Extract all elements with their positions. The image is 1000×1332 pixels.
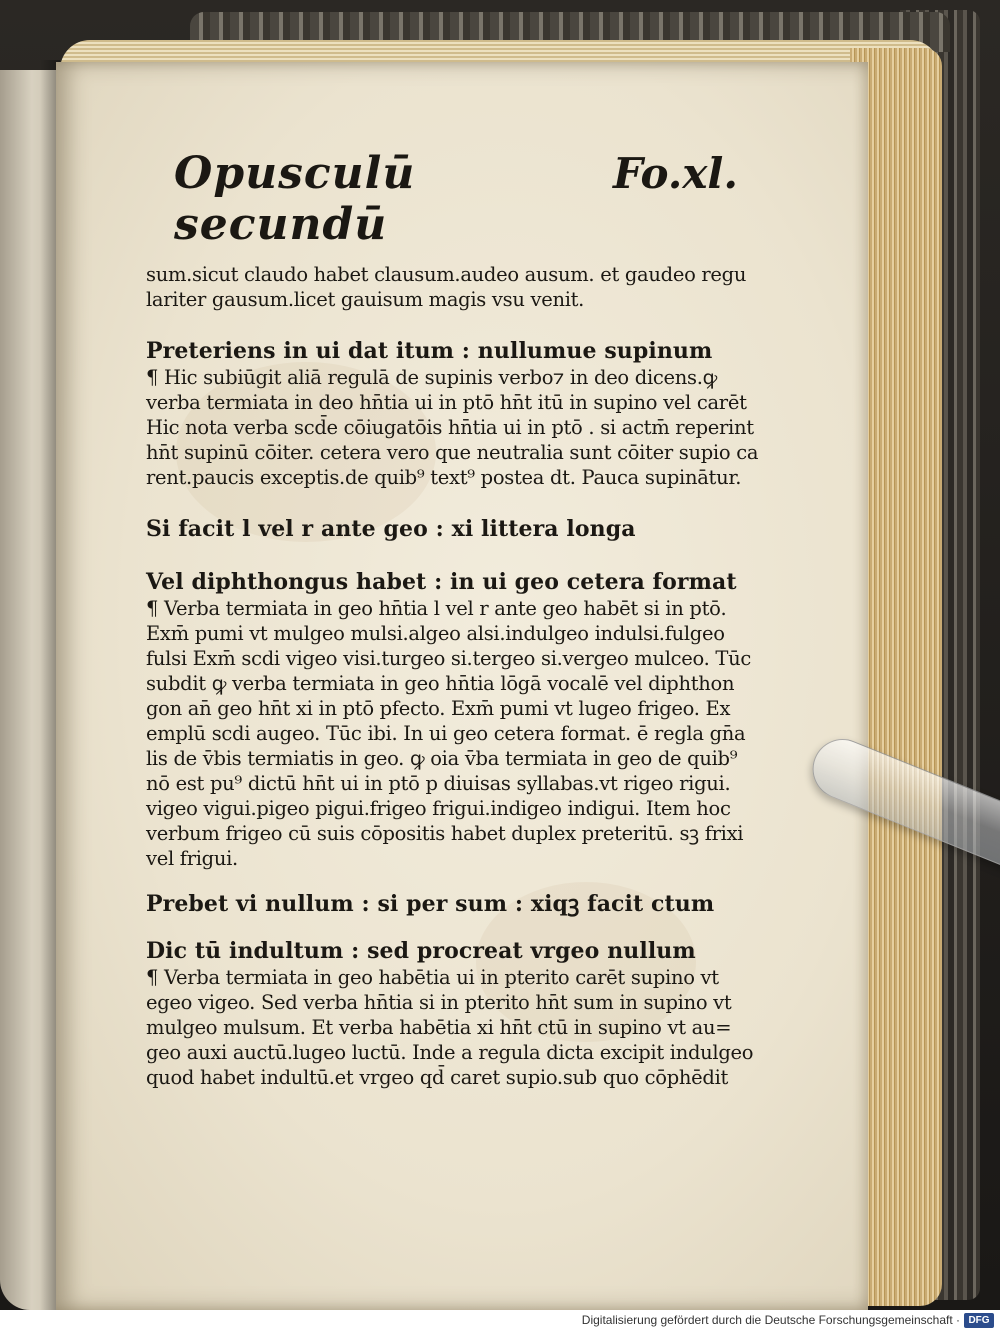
text-line: geo auxi auctū.lugeo luctū. Inde a regula dicta excipit indulgeo [146,1041,754,1064]
text-line: emplū scdi augeo. Tūc ibi. In ui geo cetera format. ē regla gn̄a [146,722,746,745]
verse-line: Prebet vi nullum : si per sum : xiqꝫ facit ctum [146,891,715,917]
text-line: quod habet indultū.et vrgeo qd̄ caret supio.sub quo cōphēdit [146,1066,729,1089]
running-head: Opusculū secundū [174,148,416,250]
text-line: lis de v̄bis termiatis in geo. ꝙ oia v̄ba termiata in geo de quib⁹ [146,747,738,770]
page-header [174,148,738,250]
text-line: verba termiata in deo hn̄tia ui in ptō hn̄t itū in supino vel carēt [146,391,747,414]
text-line: ¶ Verba termiata in geo hn̄tia l vel r ante geo habēt si in ptō. [146,597,727,620]
text-line: Hic nota verba scd̄e cōiugatōis hn̄tia ui in ptō . si actm̄ reperint [146,416,754,439]
dfg-logo: DFG [964,1313,994,1328]
footer-bar [0,1310,1000,1332]
text-line: sum.sicut claudo habet clausum.audeo ausum. et gaudeo regu [146,263,747,286]
text-line: mulgeo mulsum. Et verba habētia xi hn̄t ctū in supino vt au= [146,1016,732,1039]
page-text [146,148,759,1090]
text-line: lariter gausum.licet gauisum magis vsu venit. [146,288,585,311]
text-line: vigeo vigui.pigeo pigui.frigeo frigui.indigeo indigui. Item hoc [146,797,731,820]
verse-line: Vel diphthongus habet : in ui geo cetera format [146,569,737,595]
text-line: gon an̄ geo hn̄t xi in ptō pfecto. Exm̄ pumi vt lugeo frigeo. Ex [146,697,731,720]
text-line: subdit ꝙ verba termiata in geo hn̄tia lōgā vocalē vel diphthon [146,672,735,695]
text-line: rent.paucis exceptis.de quib⁹ text⁹ postea dt. Pauca supinātur. [146,466,742,489]
text-line: verbum frigeo cū suis cōpositis habet duplex preteritū. sꝫ frixi [146,822,744,845]
verse-line: Preteriens in ui dat itum : nullumue supinum [146,338,713,364]
text-line: fulsi Exm̄ scdi vigeo visi.turgeo si.tergeo si.vergeo mulceo. Tūc [146,647,752,670]
text-line: ¶ Hic subiūgit aliā regulā de supinis verbo⁊ in deo dicens.ꝙ [146,366,717,389]
folio-number: Fo.xl. [612,149,738,198]
text-line: egeo vigeo. Sed verba hn̄tia si in pterito hn̄t sum in supino vt [146,991,732,1014]
text-line: Exm̄ pumi vt mulgeo mulsi.algeo alsi.indulgeo indulsi.fulgeo [146,622,725,645]
text-line: ¶ Verba termiata in geo habētia ui in pterito carēt supino vt [146,966,719,989]
verse-line: Dic tū indultum : sed procreat vrgeo nullum [146,938,696,964]
funding-credit: Digitalisierung gefördert durch die Deutsche Forschungsgemeinschaft · [581,1313,960,1327]
text-line: nō est pu⁹ dictū hn̄t ui in ptō p diuisas syllabas.vt rigeo rigui. [146,772,731,795]
text-line: vel frigui. [146,847,238,870]
verse-line: Si facit l vel r ante geo : xi littera longa [146,516,636,542]
text-line: hn̄t supinū cōiter. cetera vero que neutralia sunt cōiter supio ca [146,441,759,464]
